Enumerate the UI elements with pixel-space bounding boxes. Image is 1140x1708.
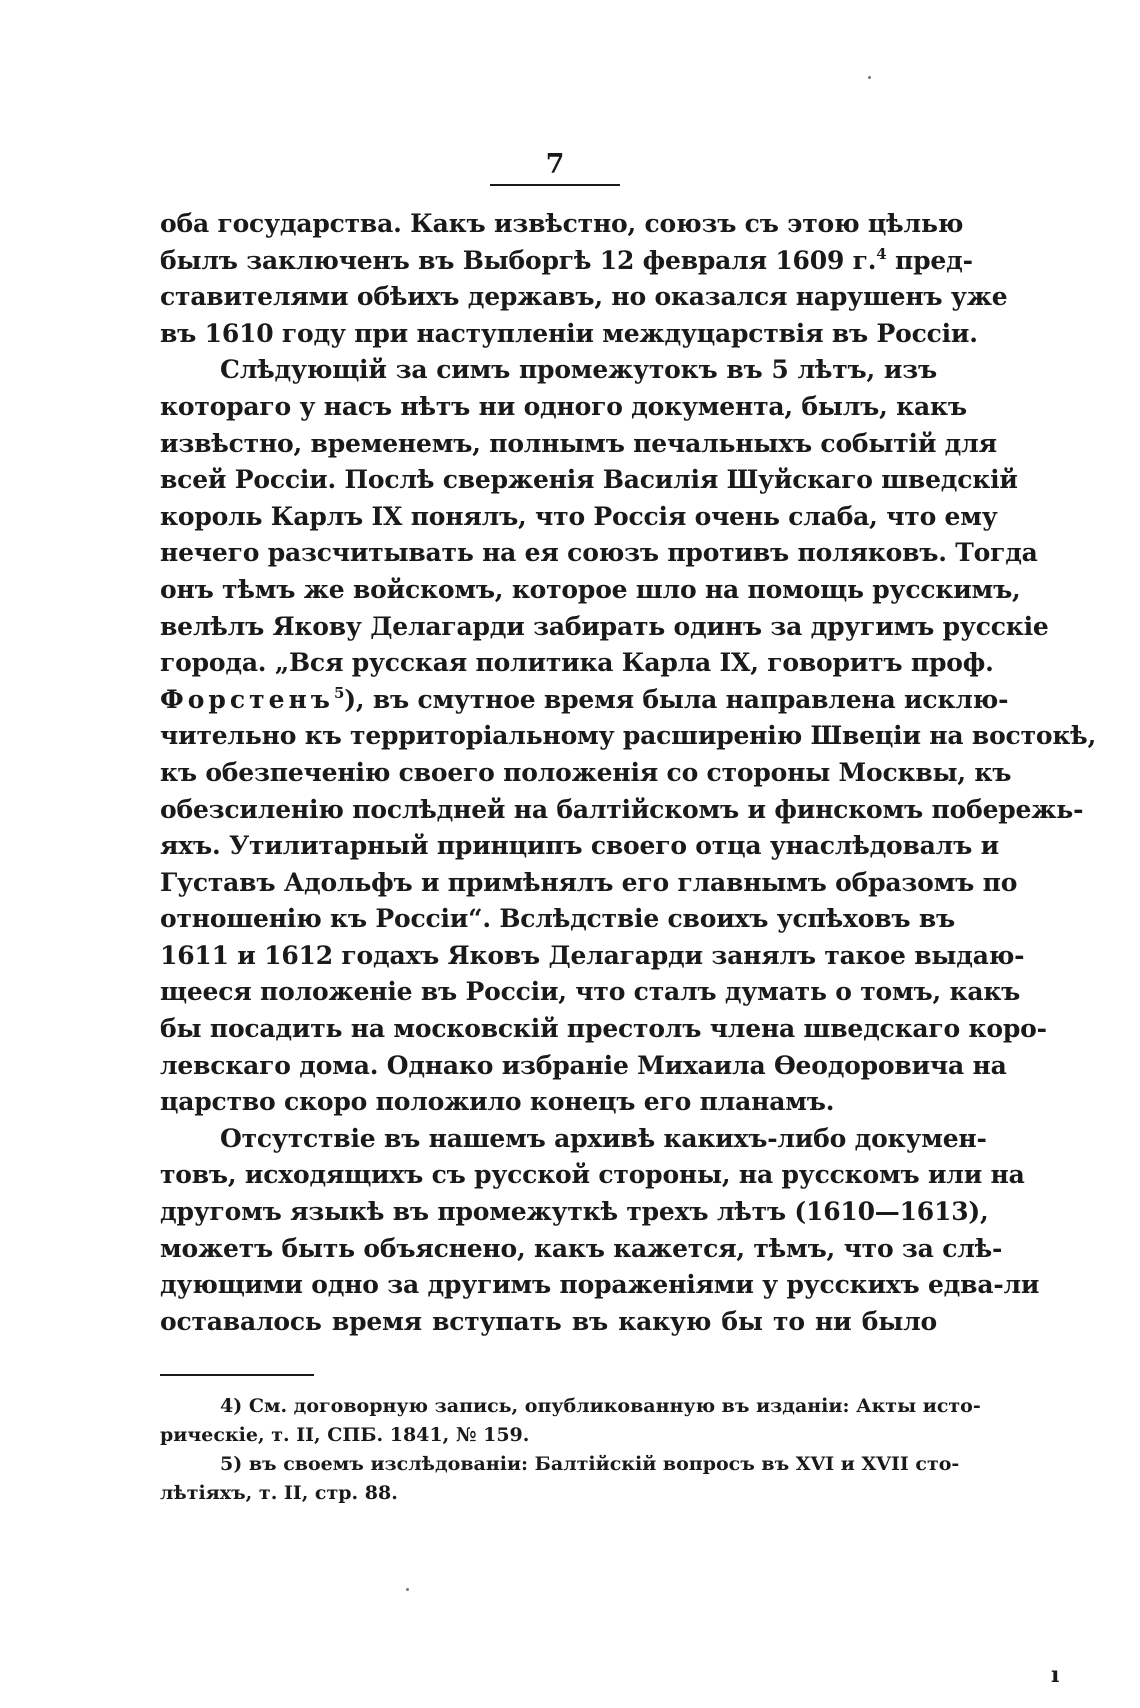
text-line: ставителями обѣихъ державъ, но оказался нарушенъ уже bbox=[160, 282, 1008, 312]
margin-mark: ı bbox=[1051, 1662, 1060, 1688]
page-number: 7 bbox=[490, 150, 620, 186]
body-text bbox=[160, 206, 1097, 1340]
text-line: къ обезпеченію своего положенія со стороны Москвы, къ bbox=[160, 757, 1012, 787]
text-line: Густавъ Адольфъ и примѣнялъ его главнымъ образомъ по bbox=[160, 867, 1018, 897]
text-line: дующими одно за другимъ пораженіями у русскихъ едва-ли bbox=[160, 1270, 1040, 1300]
text-line: обезсиленію послѣдней на балтійскомъ и финскомъ побережь- bbox=[160, 794, 1084, 824]
footnote-divider bbox=[160, 1374, 314, 1376]
text-line: оставалось время вступать въ какую бы то ни было bbox=[160, 1306, 937, 1336]
footnote-line: 5) въ своемъ изслѣдованіи: Балтійскій вопросъ въ XVI и XVII сто- bbox=[220, 1453, 960, 1475]
text-line-with-footnote-5 bbox=[160, 682, 1009, 719]
text-line: города. „Вся русская политика Карла IX, говоритъ проф. bbox=[160, 648, 994, 678]
text-line-part: пред- bbox=[886, 245, 973, 275]
footnote-line: 4) См. договорную запись, опубликованную въ изданіи: Акты исто- bbox=[220, 1395, 981, 1417]
text-line: левскаго дома. Однако избраніе Михаила Ѳеодоровича на bbox=[160, 1050, 1007, 1080]
text-line: яхъ. Утилитарный принципъ своего отца унаслѣдовалъ и bbox=[160, 831, 999, 861]
text-line: бы посадить на московскій престолъ члена шведскаго коро- bbox=[160, 1014, 1047, 1044]
text-line: чительно къ территоріальному расширенію Швеціи на востокѣ, bbox=[160, 721, 1097, 751]
text-line-paragraph-start: Отсутствіе въ нашемъ архивѣ какихъ-либо докумен- bbox=[220, 1123, 987, 1153]
text-line: царство скоро положило конецъ его планамъ. bbox=[160, 1087, 835, 1117]
text-line: другомъ языкѣ въ промежуткѣ трехъ лѣтъ (1610—1613), bbox=[160, 1197, 989, 1227]
text-line: всей Россіи. Послѣ сверженія Василія Шуйскаго шведскій bbox=[160, 465, 1018, 495]
text-line: велѣлъ Якову Делагарди забирать одинъ за другимъ русскіе bbox=[160, 611, 1049, 641]
text-line-part: Форстенъ bbox=[160, 684, 334, 714]
footnote-line: лѣтіяхъ, т. II, стр. 88. bbox=[160, 1482, 398, 1504]
print-speck bbox=[868, 76, 871, 79]
print-speck bbox=[406, 1588, 409, 1591]
footnotes bbox=[160, 1392, 981, 1508]
text-line-part: былъ заключенъ въ Выборгѣ 12 февраля 1609 г. bbox=[160, 245, 877, 275]
footnote-ref-5: 5 bbox=[333, 683, 345, 702]
text-line-paragraph-start: Слѣдующій за симъ промежутокъ въ 5 лѣтъ, изъ bbox=[220, 355, 937, 385]
text-line: нечего разсчитывать на ея союзъ противъ поляковъ. Тогда bbox=[160, 538, 1038, 568]
footnote-line: рическіе, т. II, СПБ. 1841, № 159. bbox=[160, 1424, 530, 1446]
text-line: щееся положеніе въ Россіи, что сталъ думать о томъ, какъ bbox=[160, 977, 1021, 1007]
text-line: оба государства. Какъ извѣстно, союзъ съ этою цѣлью bbox=[160, 209, 964, 238]
text-line: 1611 и 1612 годахъ Яковъ Делагарди занялъ такое выдаю- bbox=[160, 940, 1025, 970]
text-line: товъ, исходящихъ съ русской стороны, на русскомъ или на bbox=[160, 1160, 1025, 1190]
text-line: можетъ быть объяснено, какъ кажется, тѣмъ, что за слѣ- bbox=[160, 1233, 1003, 1263]
text-line: отношенію къ Россіи“. Вслѣдствіе своихъ успѣховъ въ bbox=[160, 904, 956, 934]
text-line-with-footnote-4 bbox=[160, 243, 973, 280]
text-line: котораго у насъ нѣтъ ни одного документа, былъ, какъ bbox=[160, 391, 967, 421]
text-line: извѣстно, временемъ, полнымъ печальныхъ событій для bbox=[160, 428, 997, 458]
text-line: король Карлъ IX понялъ, что Россія очень слаба, что ему bbox=[160, 501, 998, 531]
text-line-part: ), въ смутное время была направлена исклю- bbox=[344, 684, 1009, 714]
footnote-ref-4: 4 bbox=[876, 244, 887, 263]
text-line: онъ тѣмъ же войскомъ, которое шло на помощь русскимъ, bbox=[160, 574, 1021, 604]
text-line: въ 1610 году при наступленіи междуцарствія въ Россіи. bbox=[160, 318, 978, 348]
